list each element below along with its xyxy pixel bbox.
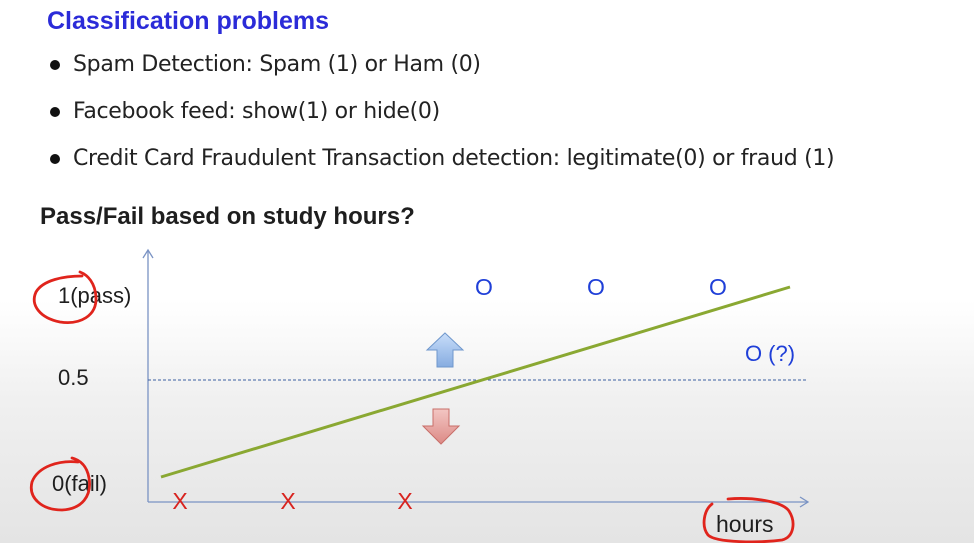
slide-title: Classification problems <box>47 7 330 35</box>
arrow-down-icon <box>423 409 459 444</box>
bullet-text: Credit Card Fraudulent Transaction detection: legitimate(0) or fraud (1) <box>73 146 835 171</box>
y-tick-label-half: 0.5 <box>58 365 89 390</box>
fail-point: X <box>172 488 188 514</box>
fit-line <box>161 287 790 477</box>
x-axis-label: hours <box>716 511 774 537</box>
pass-point: O <box>709 274 727 300</box>
y-tick-label-pass: 1(pass) <box>58 283 132 308</box>
pass-point: O <box>475 274 493 300</box>
pass-point: O <box>587 274 605 300</box>
bullet-text: Facebook feed: show(1) or hide(0) <box>73 99 440 124</box>
bullet-text: Spam Detection: Spam (1) or Ham (0) <box>73 52 481 77</box>
fail-point: X <box>280 488 296 514</box>
y-tick-label-fail: 0(fail) <box>52 471 108 496</box>
arrow-up-icon <box>427 333 463 367</box>
question-heading: Pass/Fail based on study hours? <box>40 203 415 230</box>
unknown-point: O (?) <box>744 341 796 366</box>
fail-point: X <box>397 488 413 514</box>
